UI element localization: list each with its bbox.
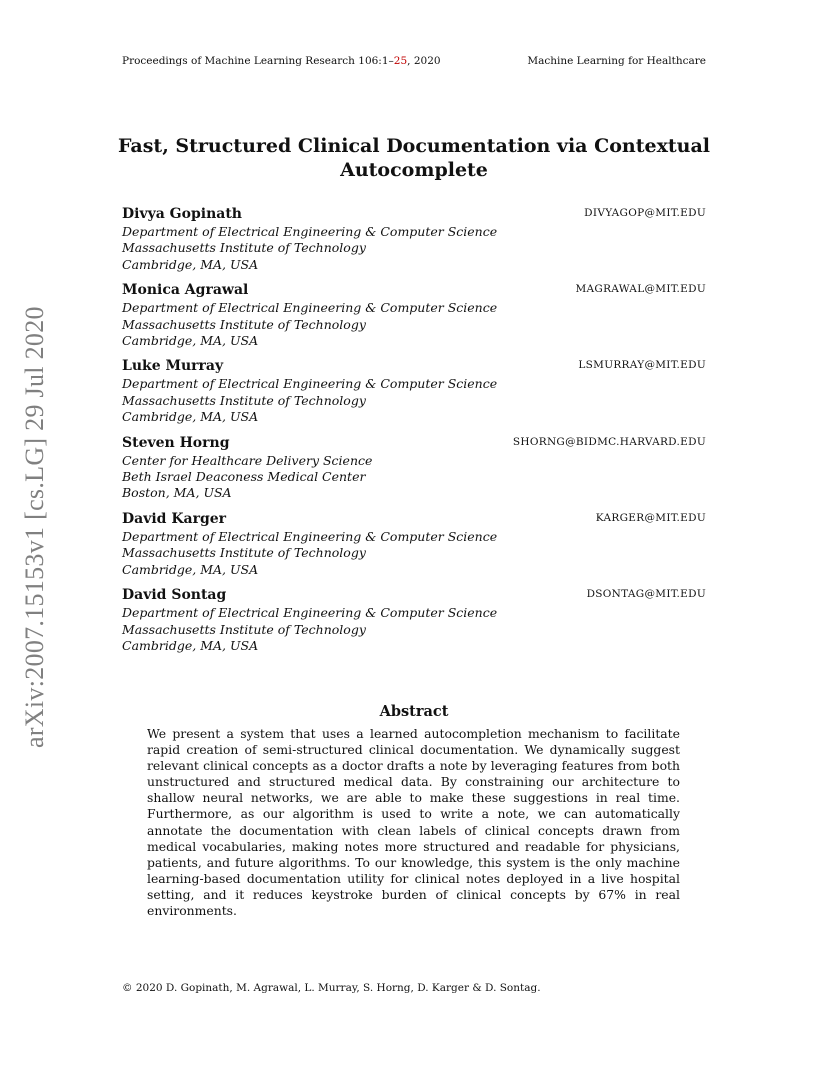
author-block xyxy=(122,433,706,502)
author-department: Center for Healthcare Delivery Science xyxy=(122,452,373,468)
paper-title: Fast, Structured Clinical Documentation via Contextual Autocomplete xyxy=(117,135,711,181)
author-block xyxy=(122,585,706,654)
author-location: Cambridge, MA, USA xyxy=(122,409,259,425)
author-department: Department of Electrical Engineering & Computer Science xyxy=(122,224,498,239)
author-email: DIVYAGOP@MIT.EDU xyxy=(584,207,706,219)
abstract-body: We present a system that uses a learned autocompletion mechanism to facilitate rapid creation of semi-structured clinical documentation. We dynamically suggest relevant clinical concepts as a doctor drafts a note by leveraging features from both unstructured and structured medical data. By constraining our architecture to shallow neural networks, we are able to make these suggestions in real time. Furthermore, as our algorithm is used to write a note, we can automatically annotate the documentation with clean labels of clinical concepts drawn from medical vocabularies, making notes more structured and readable for physicians, patients, and future algorithms. To our knowledge, this system is the only machine learning-based documentation utility for clinical notes deployed in a live hospital setting, and it reduces keystroke burden of clinical concepts by 67% in real environments. xyxy=(147,726,680,919)
author-institution: Beth Israel Deaconess Medical Center xyxy=(122,469,366,485)
author-location: Cambridge, MA, USA xyxy=(122,561,259,577)
author-institution: Massachusetts Institute of Technology xyxy=(122,240,366,256)
author-department: Department of Electrical Engineering & Computer Science xyxy=(122,605,498,621)
author-institution: Massachusetts Institute of Technology xyxy=(122,392,366,408)
author-location: Cambridge, MA, USA xyxy=(122,637,259,653)
author-department: Department of Electrical Engineering & Computer Science xyxy=(122,376,498,392)
running-header xyxy=(122,55,706,67)
author-institution: Massachusetts Institute of Technology xyxy=(122,545,366,561)
author-department: Department of Electrical Engineering & Computer Science xyxy=(122,528,498,544)
author-email: SHORNG@BIDMC.HARVARD.EDU xyxy=(512,435,706,448)
author-email: LSMURRAY@MIT.EDU xyxy=(578,359,706,372)
arxiv-stamp: arXiv:2007.15153v1 [cs.LG] 29 Jul 2020 xyxy=(20,306,49,749)
author-email: MAGRAWAL@MIT.EDU xyxy=(575,283,706,296)
copyright-footer: © 2020 D. Gopinath, M. Agrawal, L. Murray, S. Horng, D. Karger & D. Sontag. xyxy=(122,982,541,994)
author-location: Boston, MA, USA xyxy=(122,485,232,501)
author-name: Divya Gopinath xyxy=(122,206,242,222)
author-email: KARGER@MIT.EDU xyxy=(595,511,706,524)
author-name: Monica Agrawal xyxy=(122,282,249,299)
proceedings-citation: Proceedings of Machine Learning Research 106:1–25, 2020 xyxy=(122,55,441,67)
author-department: Department of Electrical Engineering & Computer Science xyxy=(122,300,498,316)
author-location: Cambridge, MA, USA xyxy=(122,333,259,349)
author-institution: Massachusetts Institute of Technology xyxy=(122,316,366,332)
author-email: DSONTAG@MIT.EDU xyxy=(586,588,706,601)
author-block xyxy=(122,204,706,273)
author-block xyxy=(122,280,706,349)
page-range-link[interactable]: 25 xyxy=(393,55,408,67)
author-block xyxy=(122,509,706,578)
abstract-heading: Abstract xyxy=(379,703,449,720)
author-location: Cambridge, MA, USA xyxy=(122,256,259,272)
author-name: Luke Murray xyxy=(122,358,224,375)
venue-name: Machine Learning for Healthcare xyxy=(527,55,706,67)
author-name: David Karger xyxy=(122,510,227,527)
author-list xyxy=(122,204,706,661)
author-block xyxy=(122,356,706,425)
author-name: David Sontag xyxy=(122,587,227,604)
author-name: Steven Horng xyxy=(122,434,230,451)
author-institution: Massachusetts Institute of Technology xyxy=(122,621,366,637)
